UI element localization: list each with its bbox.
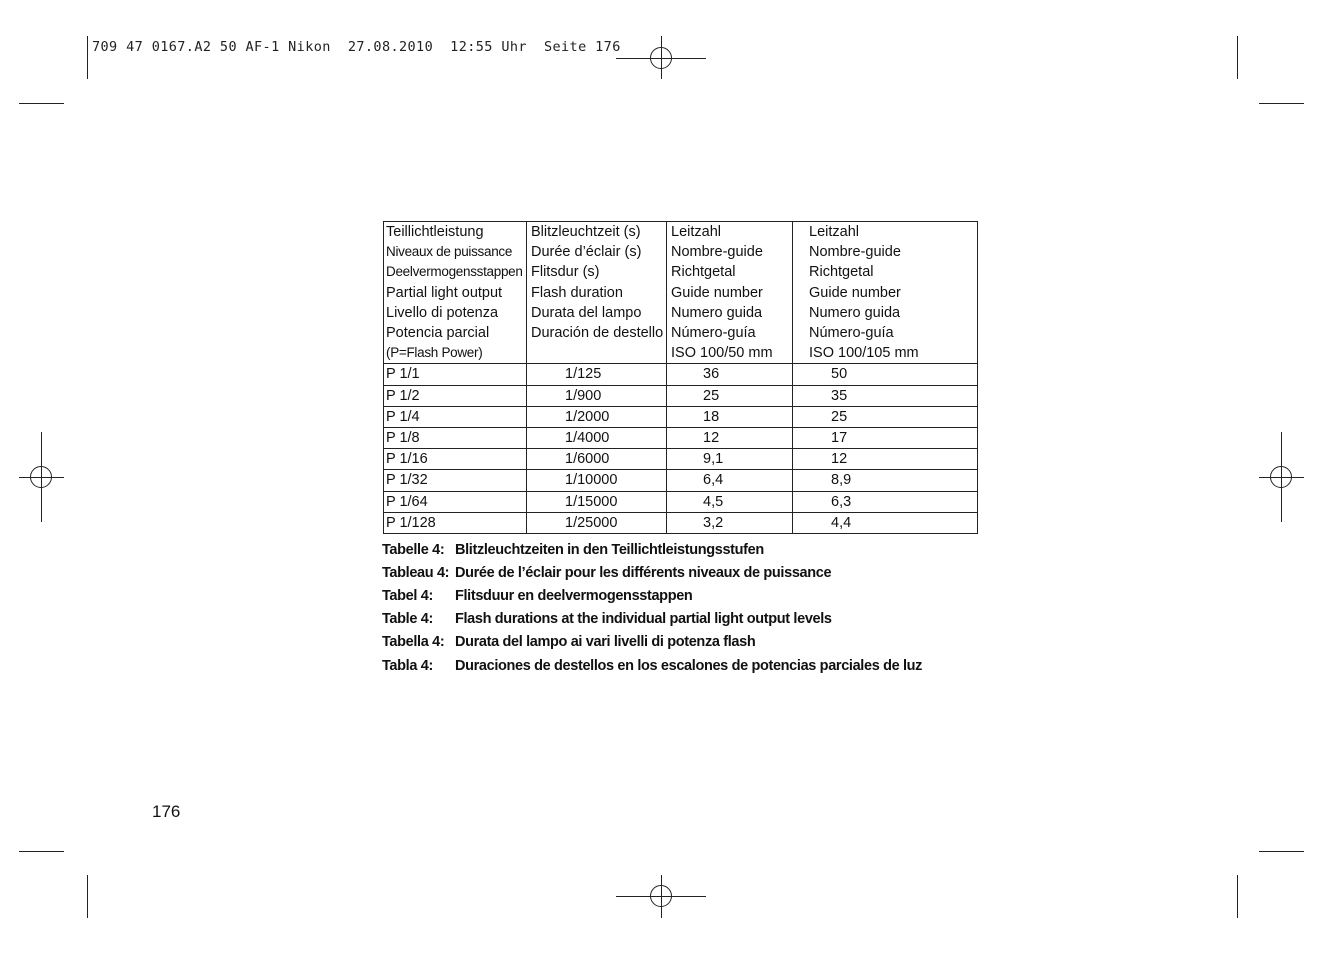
guide-number-105-cell: 50: [793, 364, 978, 385]
guide-number-50-cell: 25: [667, 385, 793, 406]
caption-text: Blitzleuchtzeiten in den Teillichtleistungsstufen: [455, 541, 764, 558]
power-level-cell: P 1/128: [384, 512, 527, 533]
power-level-cell: P 1/2: [384, 385, 527, 406]
caption-label: Tabel 4:: [382, 587, 433, 604]
flash-duration-cell: 1/10000: [527, 470, 667, 491]
caption-text: Durata del lampo ai vari livelli di potenza flash: [455, 634, 756, 651]
caption-line: [382, 654, 922, 677]
header-guide-number-105: Leitzahl Nombre-guide Richtgetal Guide number Numero guida Número-guía ISO 100/105 mm: [793, 222, 978, 364]
crop-mark: [19, 851, 64, 852]
crop-mark: [1259, 851, 1304, 852]
registration-circle: [30, 466, 52, 488]
table-row: [384, 364, 978, 385]
power-level-cell: P 1/1: [384, 364, 527, 385]
flash-duration-cell: 1/125: [527, 364, 667, 385]
guide-number-50-cell: 36: [667, 364, 793, 385]
guide-number-50-cell: 4,5: [667, 491, 793, 512]
caption-line: [382, 584, 922, 607]
caption-text: Durée de l’éclair pour les différents niveaux de puissance: [455, 564, 832, 581]
caption-label: Table 4:: [382, 611, 433, 628]
guide-number-50-cell: 18: [667, 406, 793, 427]
print-slug: 709 47 0167.A2 50 AF-1 Nikon 27.08.2010 12:55 Uhr Seite 176: [92, 39, 621, 55]
caption-label: Tabelle 4:: [382, 541, 445, 558]
flash-duration-cell: 1/4000: [527, 427, 667, 448]
crop-mark: [87, 36, 88, 79]
guide-number-105-cell: 6,3: [793, 491, 978, 512]
power-level-cell: P 1/16: [384, 449, 527, 470]
power-level-cell: P 1/64: [384, 491, 527, 512]
table-captions: [382, 538, 922, 677]
table-row: [384, 449, 978, 470]
power-level-cell: P 1/8: [384, 427, 527, 448]
guide-number-50-cell: 3,2: [667, 512, 793, 533]
guide-number-105-cell: 25: [793, 406, 978, 427]
table-row: [384, 406, 978, 427]
registration-circle: [650, 47, 672, 69]
caption-text: Flitsduur en deelvermogensstappen: [455, 587, 693, 604]
caption-label: Tabla 4:: [382, 657, 433, 674]
power-level-cell: P 1/32: [384, 470, 527, 491]
header-flash-duration: Blitzleuchtzeit (s) Durée d’éclair (s) Flitsdur (s) Flash duration Durata del lampo Duración de destello: [527, 222, 667, 364]
guide-number-105-cell: 4,4: [793, 512, 978, 533]
table-row: [384, 512, 978, 533]
header-power-level: Teillichtleistung Niveaux de puissance Deelvermogensstappen Partial light output Livello di potenza Potencia parcial (P=Flash Power): [386, 224, 523, 361]
table-row: [384, 470, 978, 491]
caption-label: Tableau 4:: [382, 564, 450, 581]
crop-mark: [1259, 103, 1304, 104]
guide-number-105-cell: 8,9: [793, 470, 978, 491]
caption-label: Tabella 4:: [382, 634, 445, 651]
caption-line: [382, 608, 922, 631]
registration-circle: [650, 885, 672, 907]
registration-circle: [1270, 466, 1292, 488]
crop-mark: [1237, 36, 1238, 79]
crop-mark: [19, 103, 64, 104]
guide-number-50-cell: 9,1: [667, 449, 793, 470]
flash-duration-cell: 1/25000: [527, 512, 667, 533]
page-number: 176: [152, 802, 181, 821]
guide-number-105-cell: 12: [793, 449, 978, 470]
power-level-cell: P 1/4: [384, 406, 527, 427]
guide-number-50-cell: 6,4: [667, 470, 793, 491]
flash-duration-cell: 1/15000: [527, 491, 667, 512]
caption-text: Flash durations at the individual partial light output levels: [455, 611, 832, 628]
crop-mark: [87, 875, 88, 918]
table-row: [384, 491, 978, 512]
flash-duration-cell: 1/6000: [527, 449, 667, 470]
table-header-row: [384, 222, 978, 364]
crop-mark: [1237, 875, 1238, 918]
flash-duration-cell: 1/2000: [527, 406, 667, 427]
guide-number-50-cell: 12: [667, 427, 793, 448]
caption-line: [382, 631, 922, 654]
table-row: [384, 427, 978, 448]
guide-number-105-cell: 17: [793, 427, 978, 448]
caption-line: [382, 561, 922, 584]
caption-line: [382, 538, 922, 561]
guide-number-105-cell: 35: [793, 385, 978, 406]
flash-duration-cell: 1/900: [527, 385, 667, 406]
table-row: [384, 385, 978, 406]
header-guide-number-50: Leitzahl Nombre-guide Richtgetal Guide number Numero guida Número-guía ISO 100/50 mm: [667, 222, 793, 364]
caption-text: Duraciones de destellos en los escalones de potencias parciales de luz: [455, 657, 923, 674]
flash-duration-table: [383, 221, 978, 534]
